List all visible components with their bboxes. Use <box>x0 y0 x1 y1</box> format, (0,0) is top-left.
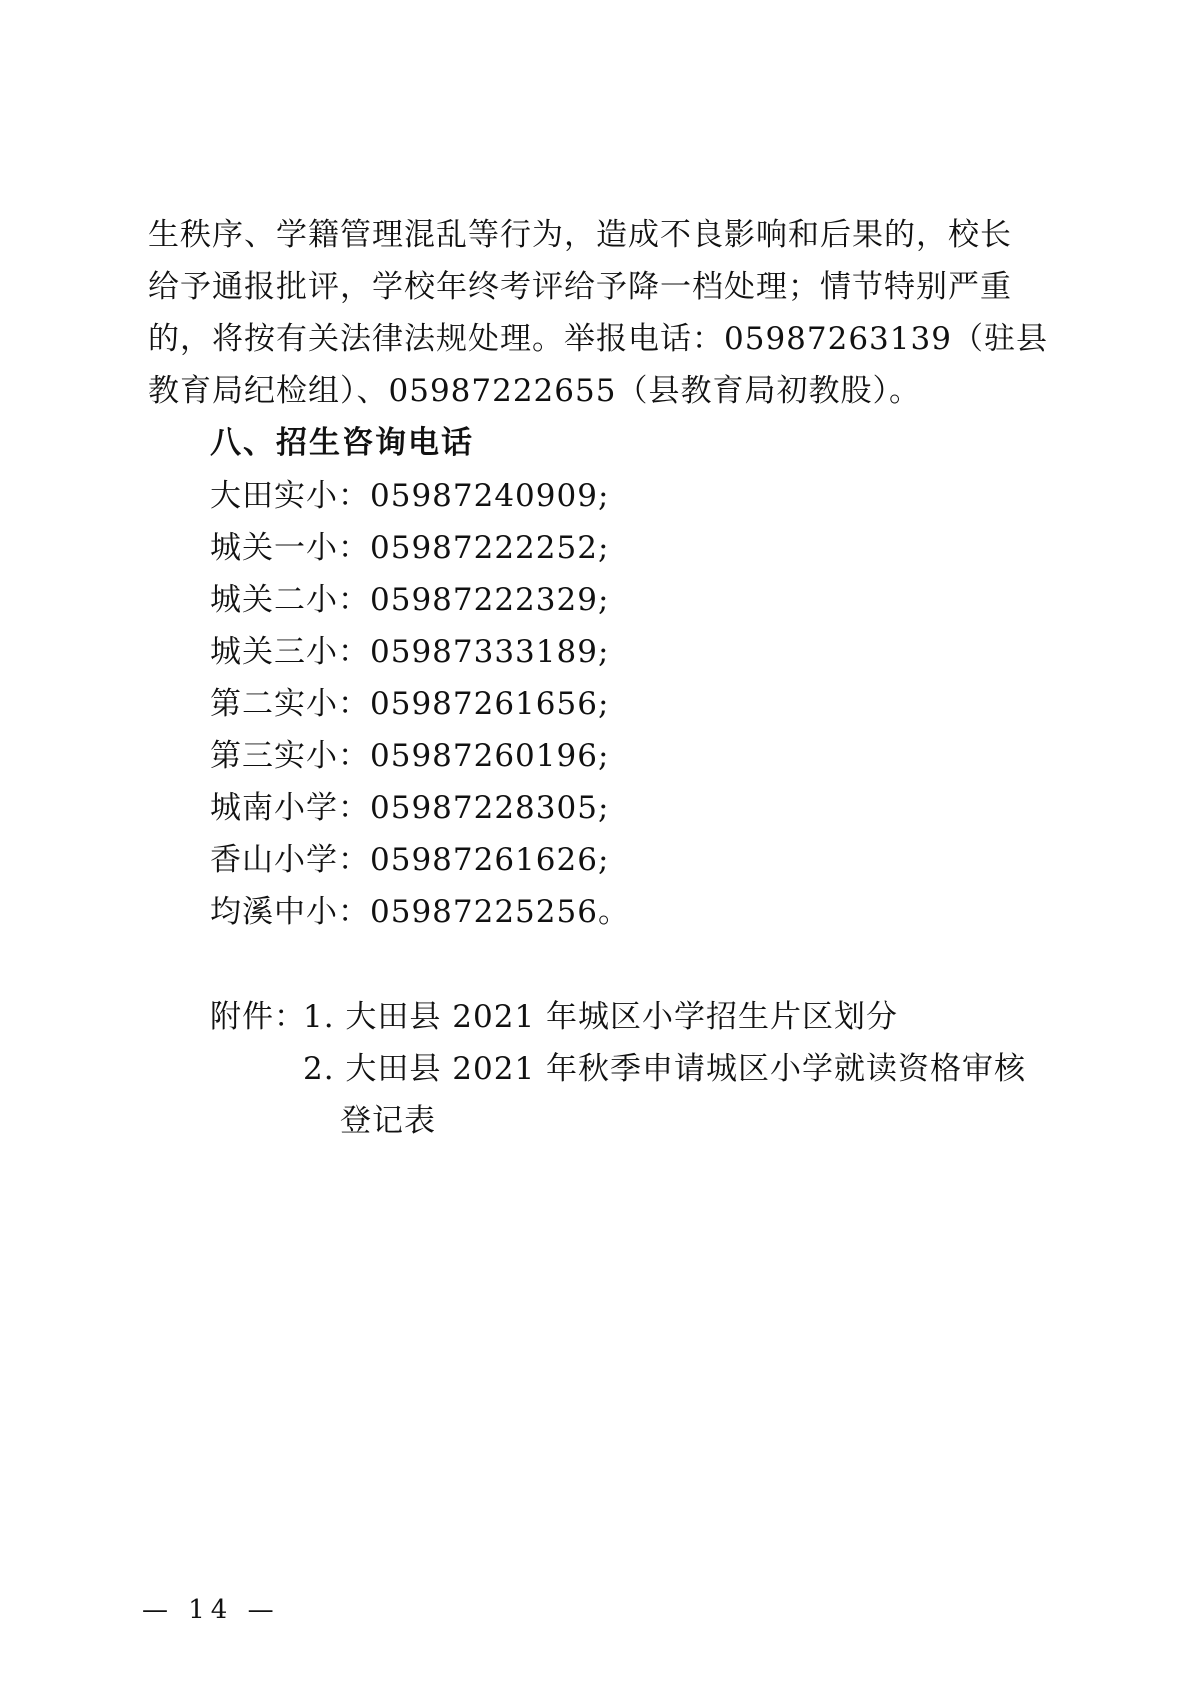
contact-line: 城关一小：05987222252; <box>210 530 610 566</box>
contact-school: 城南小学 <box>210 790 338 826</box>
paragraph-line: 生秩序、学籍管理混乱等行为，造成不良影响和后果的，校长 <box>148 217 1012 253</box>
attachment-item-continuation: 登记表 <box>340 1103 436 1139</box>
contact-phone: 05987225256。 <box>370 894 630 930</box>
contact-line: 大田实小：05987240909; <box>210 478 610 514</box>
contact-school: 城关三小 <box>210 634 338 670</box>
contact-school: 均溪中小 <box>210 894 338 930</box>
contact-line: 城南小学：05987228305; <box>210 790 610 826</box>
contact-phone: 05987240909; <box>370 478 610 514</box>
contact-school: 第二实小 <box>210 686 338 722</box>
paragraph-line: 给予通报批评，学校年终考评给予降一档处理；情节特别严重 <box>148 269 1012 305</box>
contact-line: 第三实小：05987260196; <box>210 738 610 774</box>
contact-school: 城关一小 <box>210 530 338 566</box>
contact-phone: 05987222329; <box>370 582 610 618</box>
contact-phone: 05987228305; <box>370 790 610 826</box>
section-heading: 八、招生咨询电话 <box>210 425 474 461</box>
contact-phone: 05987261626; <box>370 842 610 878</box>
page-number: — 14 — <box>142 1595 280 1625</box>
contact-phone: 05987222252; <box>370 530 610 566</box>
contact-line: 城关二小：05987222329; <box>210 582 610 618</box>
attachments-label: 附件： <box>210 999 306 1035</box>
attachment-item: 1. 大田县 2021 年城区小学招生片区划分 <box>303 999 899 1035</box>
contact-school: 第三实小 <box>210 738 338 774</box>
contact-phone: 05987333189; <box>370 634 610 670</box>
paragraph-line: 教育局纪检组）、05987222655（县教育局初教股）。 <box>148 373 921 409</box>
contact-school: 城关二小 <box>210 582 338 618</box>
contact-line: 均溪中小：05987225256。 <box>210 894 630 930</box>
contact-line: 城关三小：05987333189; <box>210 634 610 670</box>
contact-phone: 05987260196; <box>370 738 610 774</box>
contact-line: 第二实小：05987261656; <box>210 686 610 722</box>
contact-line: 香山小学：05987261626; <box>210 842 610 878</box>
contact-school: 香山小学 <box>210 842 338 878</box>
attachment-item: 2. 大田县 2021 年秋季申请城区小学就读资格审核 <box>303 1051 1027 1087</box>
paragraph-line: 的，将按有关法律法规处理。举报电话：05987263139（驻县 <box>148 321 1048 357</box>
contact-school: 大田实小 <box>210 478 338 514</box>
contact-phone: 05987261656; <box>370 686 610 722</box>
